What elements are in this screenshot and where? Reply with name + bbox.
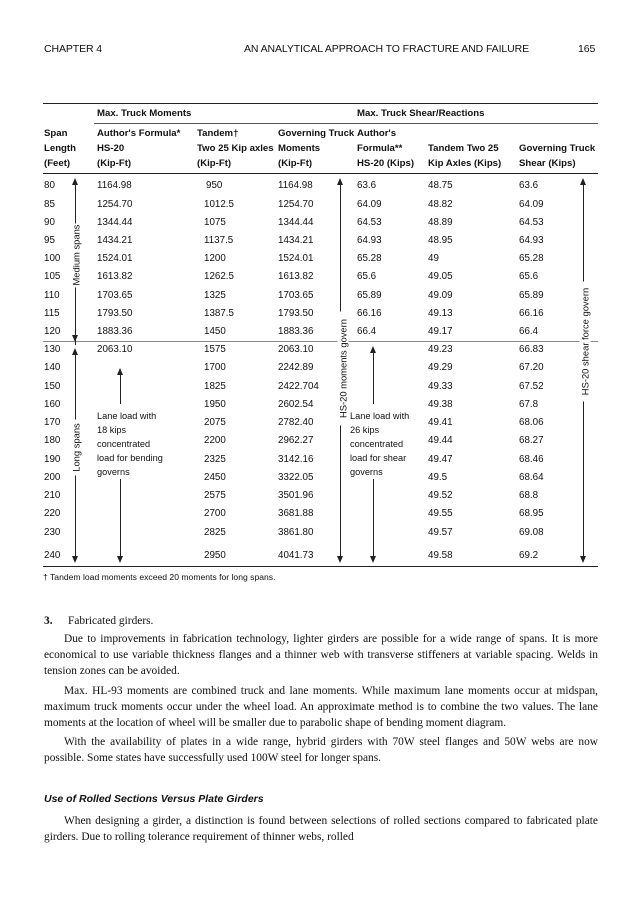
long-spans-label: Long spans <box>71 420 82 476</box>
table-cell: 2825 <box>204 527 226 538</box>
group-header-rule <box>94 123 598 124</box>
table-cell: 1200 <box>204 253 226 264</box>
table-cell: 2063.10 <box>97 344 133 355</box>
column-header: HS-20 <box>97 143 125 154</box>
table-cell: 65.28 <box>357 253 382 264</box>
table-cell: 105 <box>44 271 61 282</box>
table-cell: 49.55 <box>428 508 453 519</box>
long-spans-arrow-down-icon <box>72 556 78 563</box>
table-cell: 2325 <box>204 454 226 465</box>
table-cell: 1524.01 <box>278 253 314 264</box>
table-cell: 49.29 <box>428 362 453 373</box>
table-cell: 2950 <box>204 550 226 561</box>
table-cell: 1344.44 <box>97 217 133 228</box>
table-cell: 1387.5 <box>204 308 234 319</box>
table-cell: 49.05 <box>428 271 453 282</box>
table-cell: 48.89 <box>428 217 453 228</box>
lane-shear-line-top <box>373 352 374 404</box>
header-bottom-rule <box>43 173 598 174</box>
table-cell: 220 <box>44 508 61 519</box>
table-cell: 49.13 <box>428 308 453 319</box>
table-cell: 65.89 <box>519 290 544 301</box>
table-cell: 1262.5 <box>204 271 234 282</box>
table-cell: 1700 <box>204 362 226 373</box>
table-cell: 1164.98 <box>97 180 132 191</box>
table-cell: 65.28 <box>519 253 544 264</box>
table-cell: 1164.98 <box>278 180 313 191</box>
table-top-rule <box>43 103 598 104</box>
table-cell: 67.52 <box>519 381 544 392</box>
table-cell: 2242.89 <box>278 362 314 373</box>
column-header: HS-20 (Kips) <box>357 158 415 169</box>
table-cell: 49.41 <box>428 417 453 428</box>
table-cell: 1012.5 <box>204 199 234 210</box>
table-cell: 1450 <box>204 326 226 337</box>
body-paragraph: Due to improvements in fabrication technology, lighter girders are possible for a wide range of spans. It is more economical to use variable thickness flanges and a thinner web with transverse stiffeners at variable spacing. Welds in tension zones can be avoided. <box>44 633 598 678</box>
table-cell: 66.4 <box>357 326 377 337</box>
table-cell: 49.23 <box>428 344 453 355</box>
lane-shear-note <box>350 409 409 479</box>
column-header: Formula** <box>357 143 403 154</box>
group-header-moments: Max. Truck Moments <box>97 108 192 119</box>
lane-moment-line-bottom <box>120 477 121 559</box>
table-cell: 66.83 <box>519 344 544 355</box>
column-header: (Kip-Ft) <box>97 158 132 169</box>
table-cell: 68.95 <box>519 508 544 519</box>
table-cell: 160 <box>44 399 61 410</box>
column-header: Tandem Two 25 <box>428 143 499 154</box>
column-header: Governing Truck <box>519 143 596 154</box>
table-cell: 65.6 <box>519 271 539 282</box>
column-header: Span <box>44 128 68 139</box>
table-cell: 66.16 <box>357 308 382 319</box>
table-cell: 64.09 <box>519 199 544 210</box>
body-paragraph: With the availability of plates in a wide range, hybrid girders with 70W steel flanges and 50W webs are now possible. Some states have successfully used 100W steel for longer spans. <box>44 736 598 765</box>
body-paragraphs <box>44 631 598 767</box>
running-title: AN ANALYTICAL APPROACH TO FRACTURE AND FAILURE <box>244 43 530 55</box>
table-cell: 49.5 <box>428 472 448 483</box>
lane-shear-note-line: 26 kips <box>350 425 380 435</box>
lane-moment-line-top <box>120 374 121 404</box>
lane-shear-arrow-up-icon <box>370 346 376 353</box>
table-cell: 1325 <box>204 290 226 301</box>
lane-shear-note-line: Lane load with <box>350 411 410 421</box>
table-cell: 64.53 <box>519 217 544 228</box>
table-cell: 48.75 <box>428 180 453 191</box>
table-cell: 90 <box>44 217 55 228</box>
column-header: Author's Formula* <box>97 128 181 139</box>
lane-moment-note-line: load for bending <box>97 453 163 463</box>
table-cell: 1254.70 <box>97 199 133 210</box>
table-cell: 150 <box>44 381 61 392</box>
table-cell: 48.82 <box>428 199 453 210</box>
table-cell: 1950 <box>204 399 226 410</box>
table-cell: 240 <box>44 550 61 561</box>
table-cell: 190 <box>44 454 61 465</box>
table-cell: 49.38 <box>428 399 453 410</box>
table-cell: 68.8 <box>519 490 539 501</box>
table-cell: 230 <box>44 527 61 538</box>
table-cell: 1254.70 <box>278 199 314 210</box>
table-cell: 63.6 <box>519 180 539 191</box>
hs20-moments-label: HS-20 moments govern <box>338 312 349 426</box>
table-cell: 110 <box>44 290 60 301</box>
medium-long-separator <box>43 341 598 342</box>
table-cell: 140 <box>44 362 61 373</box>
column-header: Governing Truck <box>278 128 355 139</box>
column-header: Moments <box>278 143 321 154</box>
table-cell: 48.95 <box>428 235 453 246</box>
table-cell: 95 <box>44 235 55 246</box>
table-cell: 65.89 <box>357 290 382 301</box>
table-cell: 1703.65 <box>278 290 314 301</box>
table-cell: 180 <box>44 435 61 446</box>
column-header: Shear (Kips) <box>519 158 576 169</box>
item-number: 3. <box>44 615 53 627</box>
table-cell: 67.8 <box>519 399 539 410</box>
table-cell: 1825 <box>204 381 226 392</box>
table-cell: 63.6 <box>357 180 377 191</box>
table-cell: 2422.704 <box>278 381 319 392</box>
column-header: (Feet) <box>44 158 71 169</box>
table-cell: 120 <box>44 326 61 337</box>
table-cell: 2962.27 <box>278 435 314 446</box>
section-paragraph: When designing a girder, a distinction is found between selections of rolled sections compared to fabricated plate girders. Due to rolling tolerance requirement of thinner webs, rolled <box>44 815 598 844</box>
table-cell: 49.57 <box>428 527 453 538</box>
hs20-shear-arrow-down-icon <box>580 556 586 563</box>
table-cell: 100 <box>44 253 61 264</box>
hs20-shear-arrow-up-icon <box>580 178 586 185</box>
table-cell: 2063.10 <box>278 344 314 355</box>
group-header-shear: Max. Truck Shear/Reactions <box>357 108 485 119</box>
table-cell: 1613.82 <box>278 271 314 282</box>
lane-shear-note-line: concentrated <box>350 439 404 449</box>
medium-spans-arrow-down-icon <box>72 335 78 342</box>
table-cell: 130 <box>44 344 61 355</box>
table-cell: 49 <box>428 253 439 264</box>
table-cell: 210 <box>44 490 61 501</box>
lane-moment-note-line: concentrated <box>97 439 151 449</box>
table-cell: 1344.44 <box>278 217 314 228</box>
table-cell: 65.6 <box>357 271 377 282</box>
table-cell: 1075 <box>204 217 226 228</box>
table-cell: 68.64 <box>519 472 544 483</box>
medium-spans-label: Medium spans <box>70 224 82 286</box>
table-cell: 49.17 <box>428 326 453 337</box>
table-cell: 1703.65 <box>97 290 133 301</box>
table-cell: 68.06 <box>519 417 544 428</box>
table-cell: 85 <box>44 199 55 210</box>
table-cell: 2602.54 <box>278 399 314 410</box>
lane-moment-arrow-down-icon <box>117 556 123 563</box>
table-cell: 200 <box>44 472 61 483</box>
hs20-moments-arrow-down-icon <box>337 556 343 563</box>
table-cell: 1137.5 <box>204 235 234 246</box>
medium-spans-arrow-up-icon <box>72 178 78 185</box>
table-cell: 49.52 <box>428 490 453 501</box>
table-bottom-rule <box>43 566 598 567</box>
table-cell: 1883.36 <box>278 326 314 337</box>
lane-moment-note-line: Lane load with <box>97 411 157 421</box>
long-spans-arrow-up-icon <box>72 348 78 355</box>
table-cell: 3322.05 <box>278 472 314 483</box>
table-cell: 3501.96 <box>278 490 314 501</box>
column-header: (Kip-Ft) <box>197 158 232 169</box>
page-number: 165 <box>578 43 596 55</box>
table-cell: 1434.21 <box>97 235 133 246</box>
table-cell: 2200 <box>204 435 226 446</box>
table-cell: 2575 <box>204 490 226 501</box>
table-cell: 49.09 <box>428 290 453 301</box>
table-cell: 115 <box>44 308 60 319</box>
lane-shear-note-line: load for shear <box>350 453 407 463</box>
column-header: Tandem† <box>197 128 239 139</box>
lane-shear-line-bottom <box>373 477 374 559</box>
table-cell: 3861.80 <box>278 527 314 538</box>
hs20-shear-label: HS-20 shear force govern <box>580 282 591 402</box>
hs20-moments-arrow-up-icon <box>337 178 343 185</box>
item-title: Fabricated girders. <box>68 615 154 627</box>
table-cell: 2450 <box>204 472 226 483</box>
lane-shear-note-line: governs <box>350 467 383 477</box>
table-cell: 49.33 <box>428 381 453 392</box>
lane-moment-note-line: 18 kips <box>97 425 127 435</box>
table-cell: 68.46 <box>519 454 544 465</box>
table-cell: 1793.50 <box>278 308 314 319</box>
section-body <box>44 813 598 845</box>
table-cell: 4041.73 <box>278 550 314 561</box>
table-cell: 66.16 <box>519 308 544 319</box>
table-cell: 49.44 <box>428 435 453 446</box>
table-cell: 3142.16 <box>278 454 314 465</box>
table-cell: 69.2 <box>519 550 539 561</box>
lane-shear-arrow-down-icon <box>370 556 376 563</box>
table-cell: 1434.21 <box>278 235 314 246</box>
table-cell: 49.47 <box>428 454 453 465</box>
lane-moment-note <box>97 409 163 479</box>
table-cell: 68.27 <box>519 435 544 446</box>
table-cell: 49.58 <box>428 550 453 561</box>
table-cell: 64.93 <box>357 235 382 246</box>
body-paragraph: Max. HL-93 moments are combined truck and lane moments. While maximum lane moments occur at midspan, maximum truck moments occur under the wheel load. An approximate method is to combine the two values. The lane moments at the location of wheel will be smaller due to parabolic shape of bending moment diagram. <box>44 684 598 730</box>
table-cell: 1575 <box>204 344 226 355</box>
lane-moment-note-line: governs <box>97 467 130 477</box>
table-cell: 64.09 <box>357 199 382 210</box>
table-cell: 950 <box>206 180 223 191</box>
table-cell: 64.93 <box>519 235 544 246</box>
lane-moment-arrow-up-icon <box>117 368 123 375</box>
table-cell: 64.53 <box>357 217 382 228</box>
table-cell: 3681.88 <box>278 508 314 519</box>
table-cell: 2075 <box>204 417 226 428</box>
section-heading: Use of Rolled Sections Versus Plate Girders <box>44 793 264 805</box>
column-header: Length <box>44 143 76 154</box>
column-header: Kip Axles (Kips) <box>428 158 502 169</box>
table-cell: 2782.40 <box>278 417 314 428</box>
table-cell: 1613.82 <box>97 271 133 282</box>
table-cell: 1524.01 <box>97 253 133 264</box>
chapter-label: CHAPTER 4 <box>44 43 103 55</box>
table-cell: 67.20 <box>519 362 544 373</box>
table-cell: 1883.36 <box>97 326 133 337</box>
table-cell: 1793.50 <box>97 308 133 319</box>
table-footnote: † Tandem load moments exceed 20 moments for long spans. <box>43 572 276 582</box>
table-cell: 69.08 <box>519 527 544 538</box>
table-cell: 170 <box>44 417 61 428</box>
column-header: (Kip-Ft) <box>278 158 313 169</box>
column-header: Author's <box>357 128 397 139</box>
table-cell: 80 <box>44 180 55 191</box>
column-header: Two 25 Kip axles <box>197 143 274 154</box>
table-cell: 2700 <box>204 508 226 519</box>
table-cell: 66.4 <box>519 326 539 337</box>
